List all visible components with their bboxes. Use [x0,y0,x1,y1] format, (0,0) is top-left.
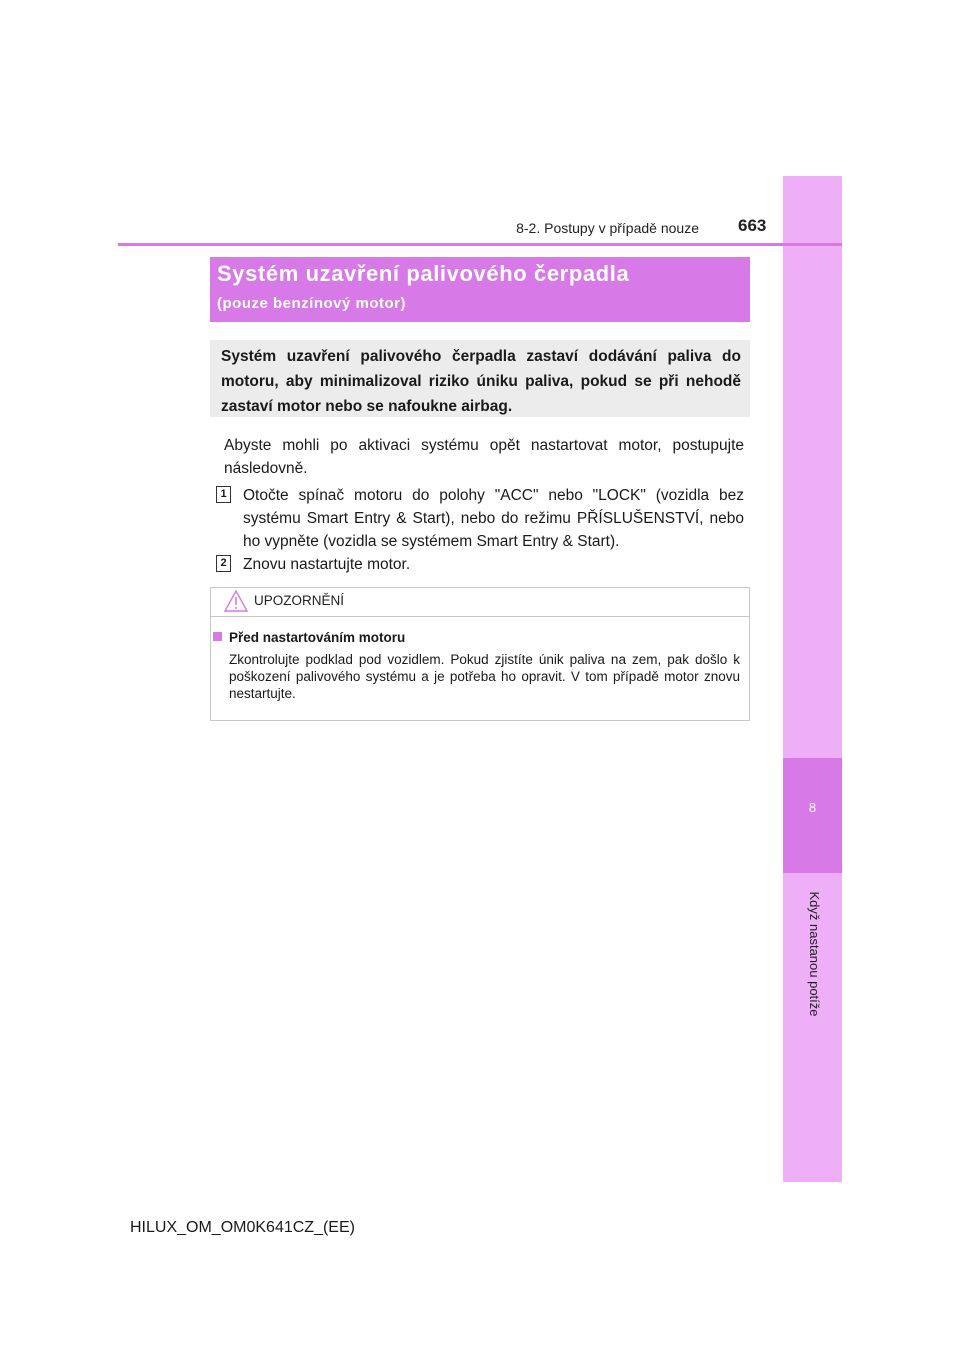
bullet-square-icon [213,632,222,641]
step-text: Otočte spínač motoru do polohy "ACC" nebo "LOCK" (vozidla bez systému Smart Entry & Start), nebo do režimu PŘÍSLUŠENSTVÍ, nebo ho vypněte (vozidla se systémem Smart Entry & Start). [243,487,744,550]
step-text: Znovu nastartujte motor. [243,556,411,573]
chapter-side-tab [783,176,842,1182]
page-subtitle: (pouze benzínový motor) [217,295,406,312]
body-paragraph: Abyste mohli po aktivaci systému opět nastartovat motor, postupujte následovně. [224,437,744,477]
section-heading: 8-2. Postupy v případě nouze [516,220,699,236]
warning-heading: Před nastartováním motoru [229,630,406,645]
step-number: 1 [216,486,231,503]
chapter-number-box [783,758,842,873]
step-number: 2 [216,555,231,572]
page-number: 663 [738,216,767,235]
warning-label: UPOZORNĚNÍ [254,593,345,608]
chapter-title: Když nastanou potíže [807,891,822,1017]
chapter-number: 8 [808,800,817,815]
warning-divider [211,616,749,617]
intro-text: Systém uzavření palivového čerpadla zastaví dodávání paliva do motoru, aby minimalizoval riziko úniku paliva, pokud se při nehodě zastaví motor nebo se nafoukne airbag. [221,348,741,415]
warning-text: Zkontrolujte podklad pod vozidlem. Pokud zjistíte únik paliva na zem, pak došlo k poškození palivového systému a je potřeba ho opravit. V tom případě motor znovu nestartujte. [229,652,740,701]
page-title: Systém uzavření palivového čerpadla [217,261,630,286]
header-rule [118,243,842,246]
footer-document-code: HILUX_OM_OM0K641CZ_(EE) [130,1219,355,1236]
warning-triangle-icon [224,590,248,612]
